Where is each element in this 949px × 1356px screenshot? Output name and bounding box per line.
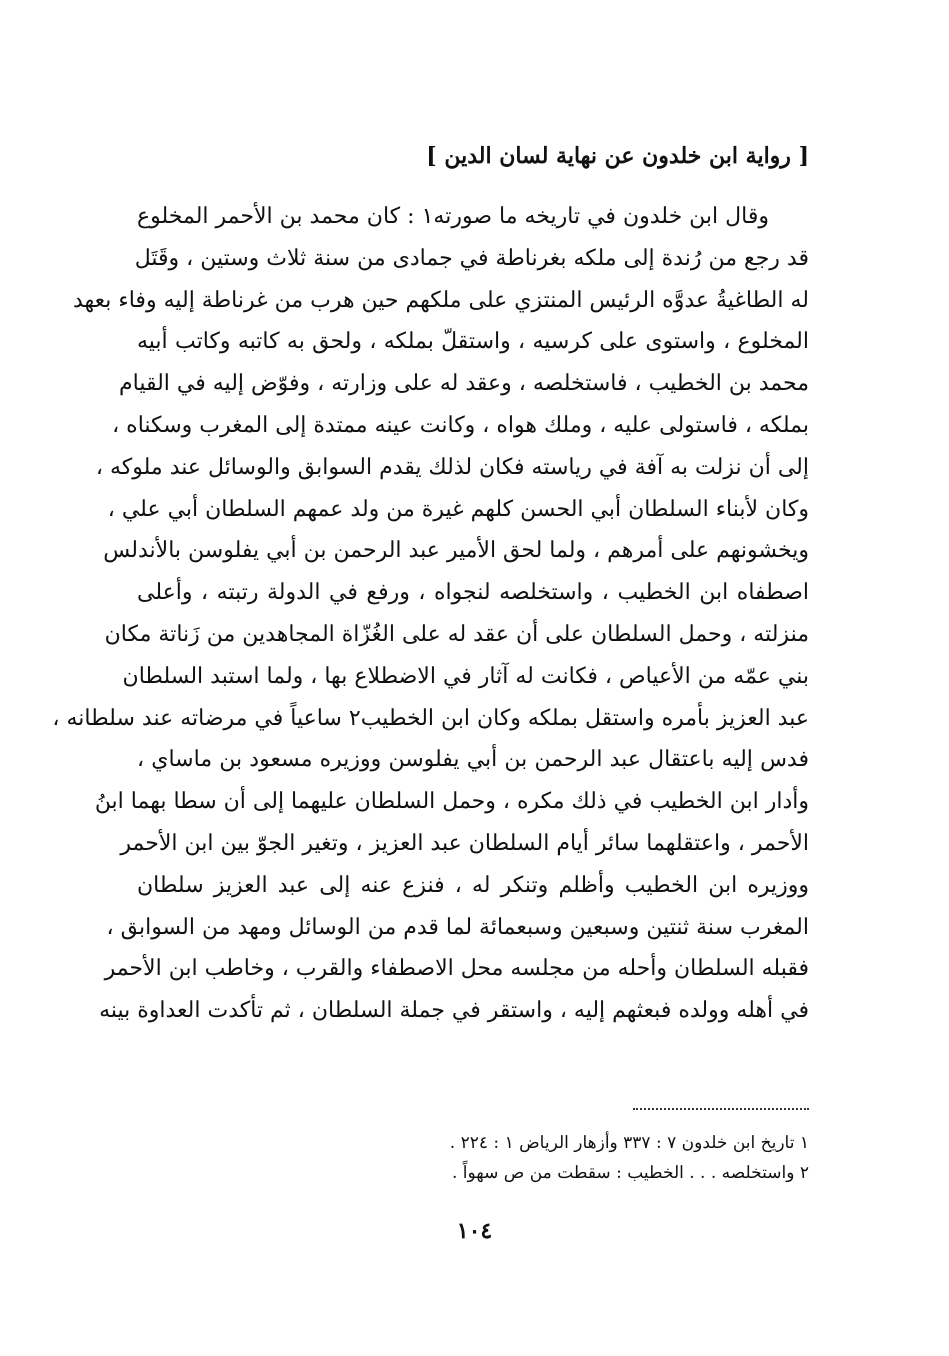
text-line: محمد بن الخطيب ، فاستخلصه ، وعقد له على وزارته ، وفوّض إليه في القيام <box>119 371 809 397</box>
text-line: فدس إليه باعتقال عبد الرحمن بن أبي يفلوسن ووزيره مسعود بن ماساي ، <box>137 747 809 773</box>
text-line: ويخشونهم على أمرهم ، ولما لحق الأمير عبد الرحمن بن أبي يفلوسن بالأندلس <box>103 538 809 564</box>
text-line: الأحمر ، واعتقلهما سائر أيام السلطان عبد العزيز ، وتغير الجوّ بين ابن الأحمر <box>120 830 809 856</box>
footnotes <box>137 1128 809 1188</box>
footnote: ٢ واستخلصه . . . الخطيب : سقطت من ص سهواً . <box>451 1163 809 1183</box>
text-line: قد رجع من رُندة إلى ملكه بغرناطة في جمادى من سنة ثلاث وستين ، وقَتَل <box>134 245 809 271</box>
text-line: فقبله السلطان وأحله من مجلسه محل الاصطفاء والقرب ، وخاطب ابن الأحمر <box>104 956 809 982</box>
text-line: وقال ابن خلدون في تاريخه ما صورته١ : كان محمد بن الأحمر المخلوع <box>137 204 770 229</box>
text-line: المغرب سنة ثنتين وسبعين وسبعمائة لما قدم من الوسائل ومهد من السوابق ، <box>106 914 809 940</box>
text-line: اصطفاه ابن الخطيب ، واستخلصه لنجواه ، ورفع في الدولة رتبته ، وأعلى <box>137 580 809 606</box>
page-number: ١٠٤ <box>456 1218 493 1244</box>
body-text <box>52 196 809 1032</box>
text-line: في أهله وولده فبعثهم إليه ، واستقر في جملة السلطان ، ثم تأكدت العداوة بينه <box>99 998 809 1024</box>
text-line: بني عمّه من الأعياص ، فكانت له آثار في الاضطلاع بها ، ولما استبد السلطان <box>122 663 809 689</box>
text-line: عبد العزيز بأمره واستقل بملكه وكان ابن الخطيب٢ ساعياً في مرضاته عند سلطانه ، <box>52 705 809 731</box>
text-line: وأدار ابن الخطيب في ذلك مكره ، وحمل السلطان عليهما إلى أن سطا بهما ابنُ <box>94 789 809 815</box>
text-line: ووزيره ابن الخطيب وأظلم وتنكر له ، فنزع عنه إلى عبد العزيز سلطان <box>137 872 809 898</box>
text-line: إلى أن نزلت به آفة في رياسته فكان لذلك يقدم السوابق والوسائل عند ملوكه ، <box>95 454 809 480</box>
text-line: له الطاغيةُ عدوَّه الرئيس المنتزي على ملكهم حين هرب من غرناطة إليه وفاء بعهد <box>72 287 809 313</box>
text-line: منزلته ، وحمل السلطان على أن عقد له على الغُزّاة المجاهدين من زَناتة مكان <box>104 621 809 647</box>
section-title: [ رواية ابن خلدون عن نهاية لسان الدين ] <box>426 143 809 169</box>
text-line: المخلوع ، واستوى على كرسيه ، واستقلّ بملكه ، ولحق به كاتبه وكاتب أبيه <box>137 329 809 355</box>
footnote: ١ تاريخ ابن خلدون ٧ : ٣٣٧ وأزهار الرياض ١ : ٢٢٤ . <box>449 1133 809 1153</box>
text-line: بملكه ، فاستولى عليه ، وملك هواه ، وكانت عينه ممتدة إلى المغرب وسكناه ، <box>112 412 809 438</box>
text-line: وكان لأبناء السلطان أبي الحسن كلهم غيرة من ولد عمهم السلطان أبي علي ، <box>107 496 809 522</box>
footnote-separator <box>633 1108 809 1110</box>
